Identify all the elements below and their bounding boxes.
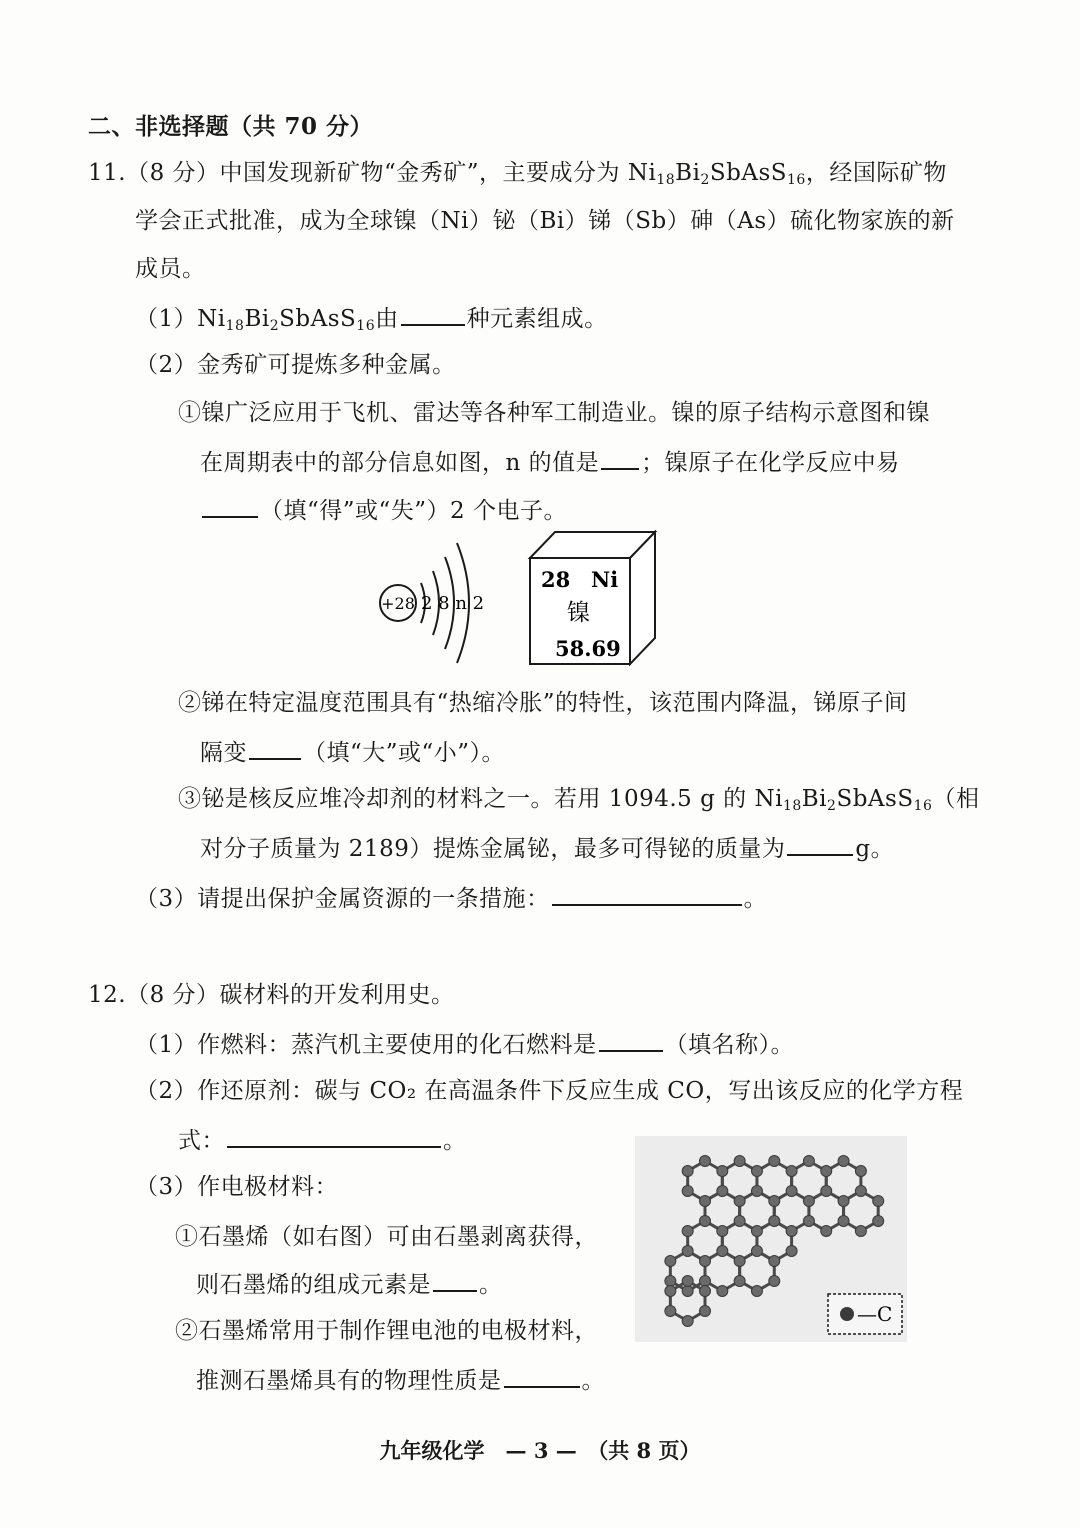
carbon-atom (838, 1196, 849, 1207)
nickel-periodic-table-cell (525, 528, 660, 670)
carbon-atom (700, 1256, 711, 1267)
carbon-atom (751, 1286, 762, 1297)
carbon-atom (803, 1216, 814, 1227)
carbon-atom (821, 1186, 832, 1197)
answer-blank[interactable] (601, 446, 639, 470)
carbon-atom (717, 1286, 728, 1297)
graphene-structure-image (635, 1136, 907, 1342)
q12-part3-2-line1: ②石墨烯常用于制作锂电池的电极材料， (175, 1318, 598, 1344)
carbon-atom (682, 1186, 693, 1197)
page-footer: 九年级化学 — 3 — （共 8 页） (379, 1438, 701, 1463)
q12-part1: （1）作燃料：蒸汽机主要使用的化石燃料是 （填名称）。 (135, 1028, 794, 1060)
carbon-atom (821, 1166, 832, 1177)
answer-blank[interactable] (202, 494, 258, 518)
answer-blank[interactable] (599, 1028, 663, 1052)
element-symbol: Ni (591, 567, 619, 592)
q11-part3: （3）请提出保护金属资源的一条措施： 。 (135, 882, 767, 914)
q11-stem-line2: 学会正式批准，成为全球镍（Ni）铋（Bi）锑（Sb）砷（As）硫化物家族的新 (135, 208, 955, 234)
carbon-atom (803, 1156, 814, 1167)
carbon-atom (734, 1156, 745, 1167)
carbon-atom (734, 1276, 745, 1287)
carbon-atom (855, 1226, 866, 1237)
answer-blank[interactable] (433, 1268, 477, 1292)
q11-stem-line1: 11.（8 分）中国发现新矿物“金秀矿”，主要成分为 $Ni_{18}Bi_2SbAsS_{16}$，经国际矿物 (88, 160, 947, 188)
carbon-atom (786, 1246, 797, 1257)
q11-part2-1-line3: （填“得”或“失”）2 个电子。 (200, 494, 567, 526)
carbon-atom (717, 1226, 728, 1237)
carbon-atom (734, 1196, 745, 1207)
carbon-atom (751, 1166, 762, 1177)
section-title: 二、非选择题（共 70 分） (88, 113, 374, 140)
carbon-atom (700, 1156, 711, 1167)
q12-stem: 12.（8 分）碳材料的开发利用史。 (88, 982, 455, 1008)
q11-part2-2-line2: 隔变 （填“大”或“小”）。 (200, 736, 505, 768)
answer-blank[interactable] (401, 302, 465, 326)
answer-blank[interactable] (249, 736, 301, 760)
q12-part3-2-line2: 推测石墨烯具有的物理性质是 。 (196, 1364, 605, 1396)
carbon-atom (751, 1186, 762, 1197)
carbon-atom (700, 1286, 711, 1297)
carbon-atom (682, 1246, 693, 1257)
shell-electron-counts: 2 8 n 2 (421, 593, 485, 614)
nucleus-charge: +28 (381, 594, 415, 613)
carbon-atom (682, 1226, 693, 1237)
carbon-atom (769, 1196, 780, 1207)
q11-part2-2-line1: ②锑在特定温度范围具有“热缩冷胀”的特性，该范围内降温，锑原子间 (178, 690, 908, 716)
relative-atomic-mass: 58.69 (555, 636, 621, 661)
carbon-atom (786, 1166, 797, 1177)
carbon-atom (682, 1286, 693, 1297)
q11-part2-1-line1: ①镍广泛应用于飞机、雷达等各种军工制造业。镍的原子结构示意图和镍 (178, 400, 930, 426)
carbon-atom (786, 1186, 797, 1197)
carbon-atom (665, 1286, 676, 1297)
carbon-atom (751, 1226, 762, 1237)
answer-blank[interactable] (787, 832, 853, 856)
carbon-atom (751, 1246, 762, 1257)
carbon-atom (769, 1156, 780, 1167)
q11-part2-1-line2: 在周期表中的部分信息如图，n 的值是 ；镍原子在化学反应中易 (200, 446, 900, 478)
carbon-atom (855, 1186, 866, 1197)
carbon-atom (821, 1226, 832, 1237)
carbon-atom (700, 1216, 711, 1227)
q11-stem-line3: 成员。 (135, 256, 206, 282)
carbon-atom (682, 1316, 693, 1327)
carbon-atom (769, 1216, 780, 1227)
nickel-atom-structure-diagram (365, 535, 505, 675)
carbon-atom (682, 1276, 693, 1287)
carbon-atom (769, 1276, 780, 1287)
answer-blank[interactable] (552, 882, 742, 906)
atomic-number: 28 (541, 567, 571, 592)
q12-part2-line1: （2）作还原剂：碳与 CO₂ 在高温条件下反应生成 CO，写出该反应的化学方程 (135, 1078, 964, 1104)
carbon-atom (717, 1166, 728, 1177)
carbon-atom-legend-icon (840, 1307, 854, 1321)
carbon-atom (734, 1256, 745, 1267)
carbon-atom (769, 1256, 780, 1267)
q11-part2: （2）金秀矿可提炼多种金属。 (135, 352, 456, 378)
carbon-atom (838, 1156, 849, 1167)
carbon-atom (717, 1186, 728, 1197)
answer-blank[interactable] (504, 1364, 580, 1388)
carbon-atom (786, 1226, 797, 1237)
q11-part1: $(1)Ni_{18}Bi_2SbAsS_{16}$由 种元素组成。 (135, 302, 608, 334)
carbon-atom (700, 1196, 711, 1207)
carbon-atom (873, 1216, 884, 1227)
element-name: 镍 (567, 600, 590, 626)
answer-blank[interactable] (227, 1124, 441, 1148)
q12-part2-line2: 式： 。 (178, 1124, 467, 1156)
carbon-atom (855, 1166, 866, 1177)
carbon-atom (665, 1306, 676, 1317)
q12-part3: （3）作电极材料： (135, 1174, 339, 1200)
carbon-atom (665, 1276, 676, 1287)
carbon-atom (665, 1256, 676, 1267)
carbon-atom (682, 1166, 693, 1177)
q12-part3-1-line2: 则石墨烯的组成元素是 。 (196, 1268, 503, 1300)
carbon-atom (873, 1196, 884, 1207)
carbon-atom (838, 1216, 849, 1227)
carbon-atom (700, 1276, 711, 1287)
carbon-atom (717, 1246, 728, 1257)
q11-part2-3-line1: ③铋是核反应堆冷却剂的材料之一。若用 1094.5 g 的 $Ni_{18}Bi_2SbAsS_{16}$（相 (178, 786, 980, 814)
carbon-atom (734, 1216, 745, 1227)
carbon-atom (700, 1306, 711, 1317)
formula: $Ni_{18}Bi_2SbAsS_{16}$ (627, 160, 806, 188)
q12-part3-1-line1: ①石墨烯（如右图）可由石墨剥离获得， (175, 1224, 598, 1250)
legend-label: —C (857, 1302, 893, 1326)
carbon-atom (803, 1196, 814, 1207)
q11-part2-3-line2: 对分子质量为 2189）提炼金属铋，最多可得铋的质量为 g。 (200, 832, 894, 864)
